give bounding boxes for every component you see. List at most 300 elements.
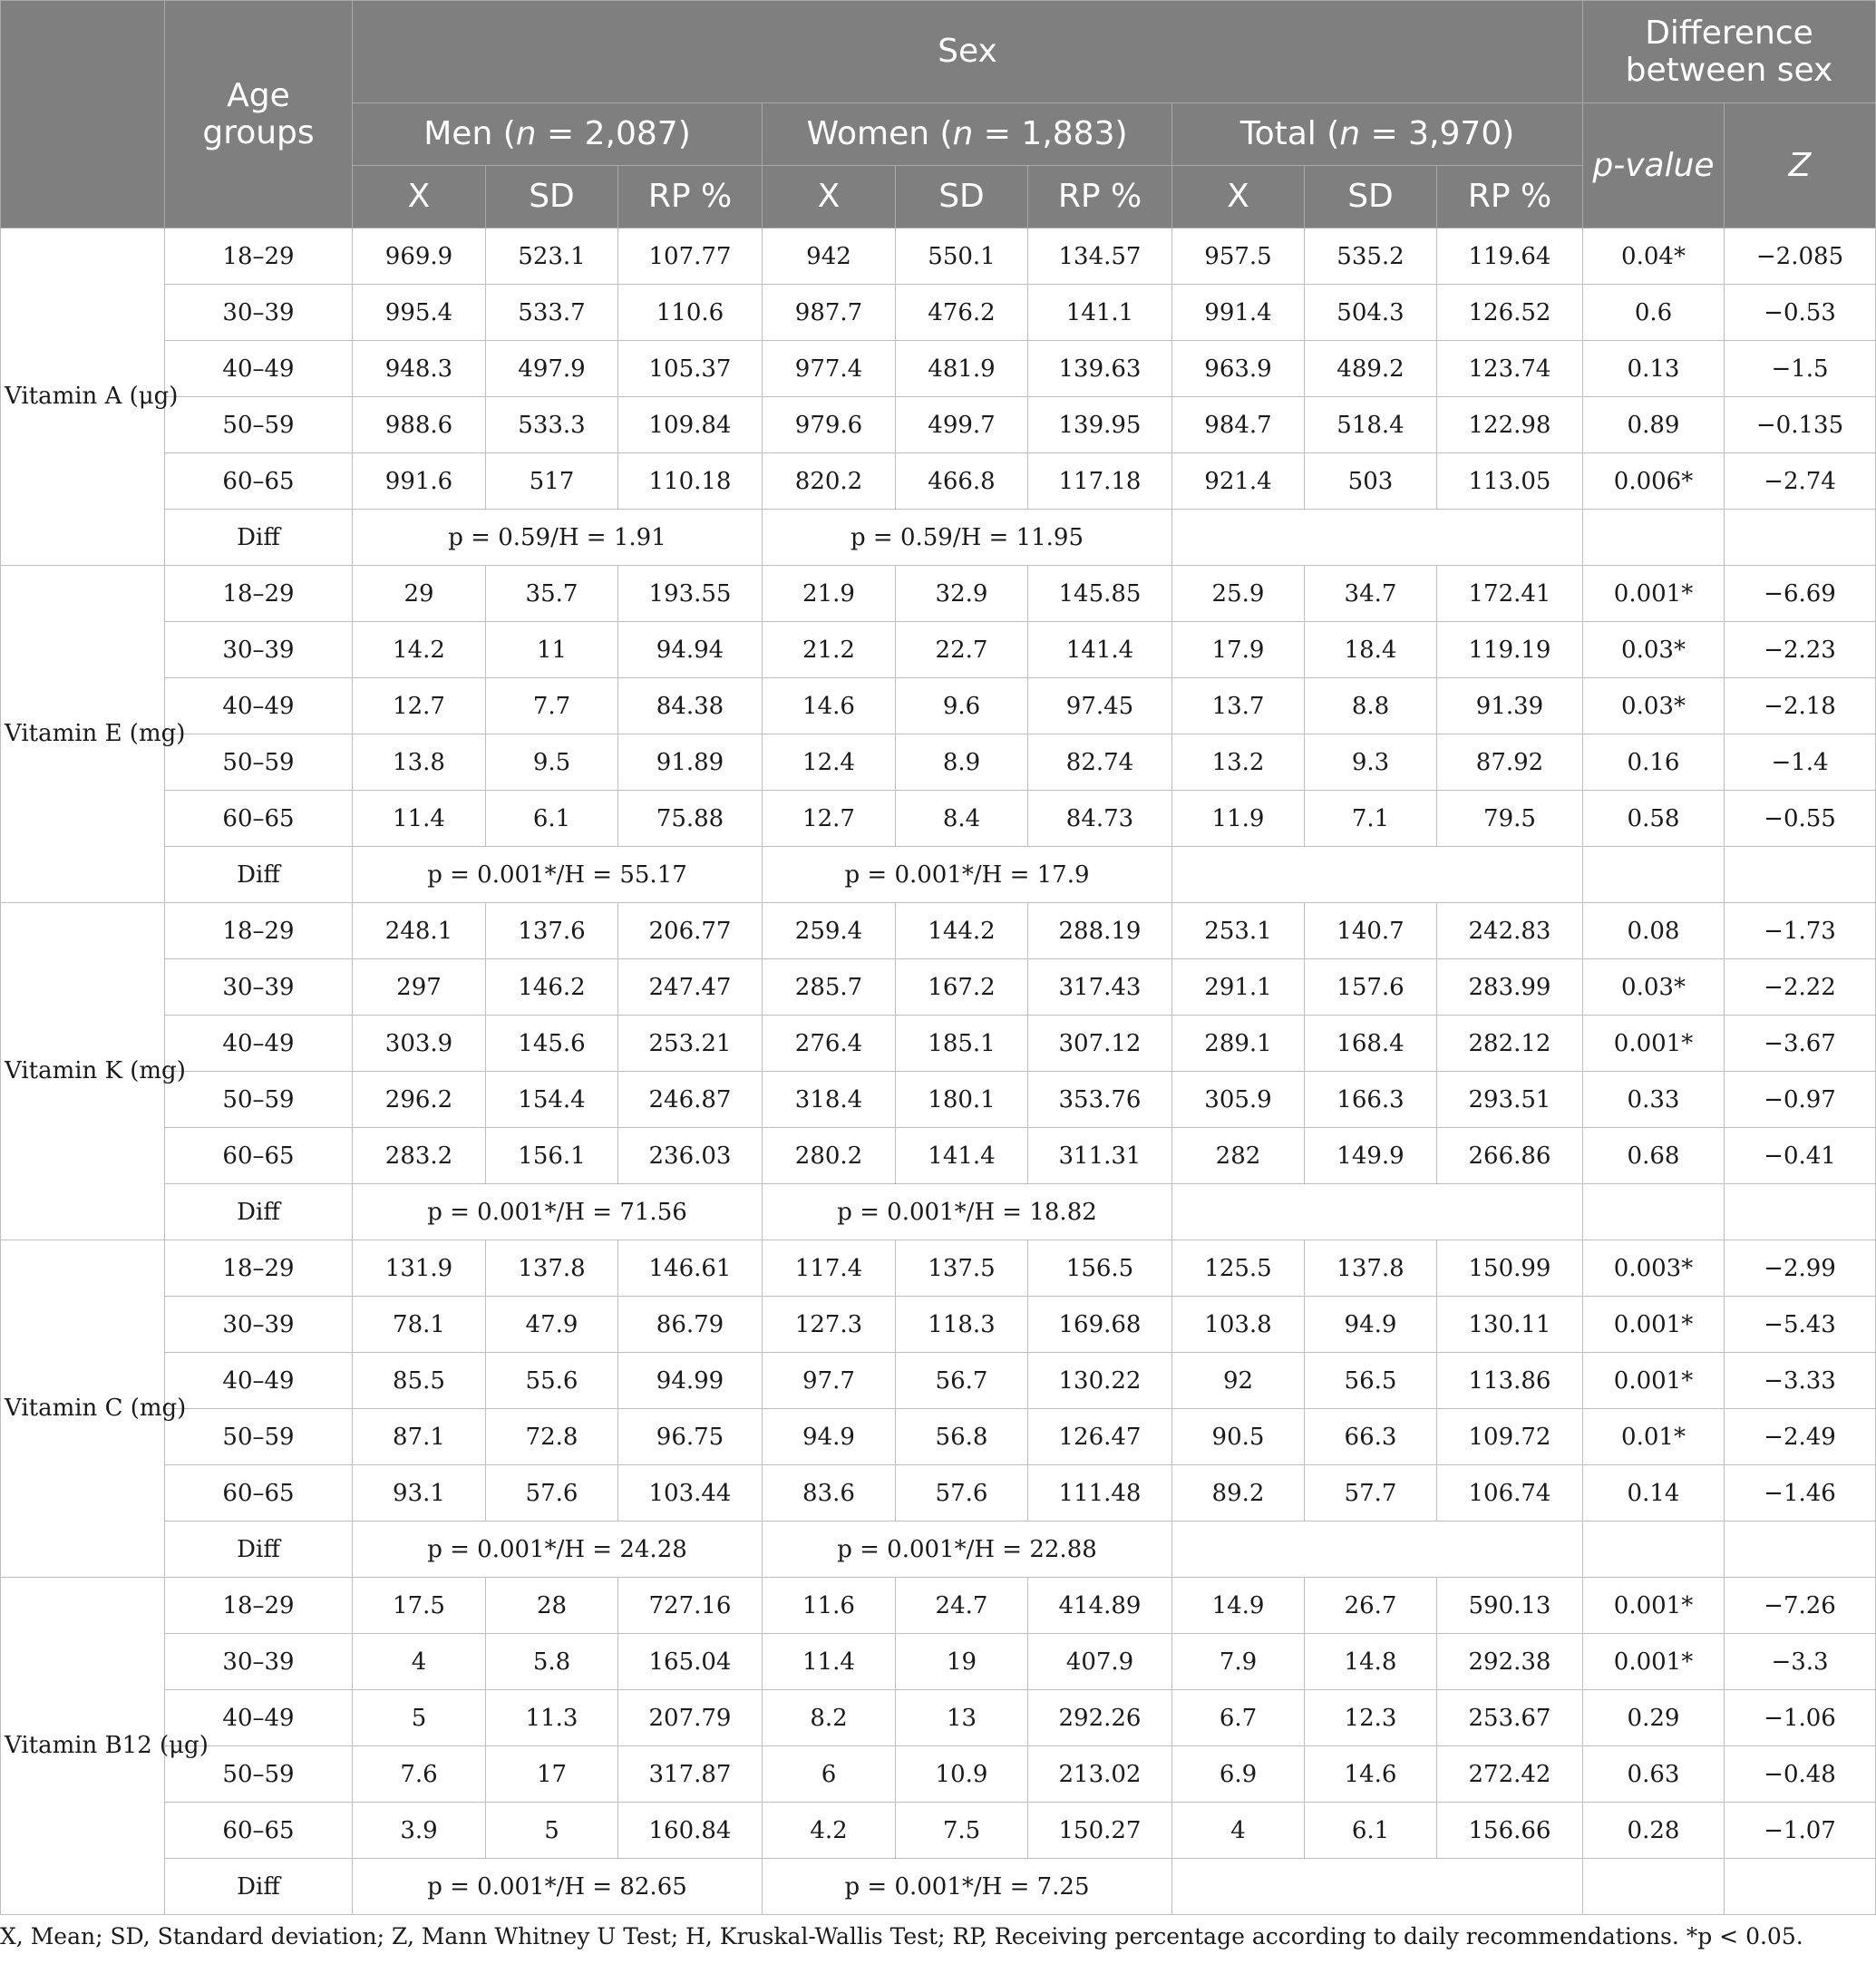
age-group-cell: 60–65 — [165, 453, 353, 510]
cell-women-sd: 185.1 — [896, 1016, 1028, 1072]
header-men-rp: RP % — [618, 166, 763, 228]
cell-total-x: 7.9 — [1172, 1634, 1305, 1690]
cell-total-x: 14.9 — [1172, 1578, 1305, 1634]
header-men: Men (n = 2,087) — [353, 103, 763, 166]
total-diff-empty — [1172, 847, 1583, 903]
cell-men-x: 283.2 — [353, 1128, 486, 1184]
cell-total-sd: 9.3 — [1305, 734, 1437, 791]
table-row — [1, 1409, 1876, 1465]
cell-p: 0.03* — [1583, 622, 1725, 678]
cell-total-sd: 8.8 — [1305, 678, 1437, 734]
table-row — [1, 453, 1876, 510]
men-diff-cell: p = 0.001*/H = 82.65 — [353, 1859, 763, 1915]
cell-p: 0.001* — [1583, 566, 1725, 622]
cell-women-rp: 82.74 — [1028, 734, 1172, 791]
cell-women-rp: 213.02 — [1028, 1746, 1172, 1803]
cell-total-rp: 126.52 — [1437, 285, 1583, 341]
cell-men-rp: 103.44 — [618, 1465, 763, 1522]
cell-men-x: 12.7 — [353, 678, 486, 734]
cell-men-sd: 137.6 — [486, 903, 618, 959]
cell-men-x: 303.9 — [353, 1016, 486, 1072]
cell-total-sd: 503 — [1305, 453, 1437, 510]
table-row — [1, 1690, 1876, 1746]
age-group-cell: 30–39 — [165, 959, 353, 1016]
cell-total-x: 17.9 — [1172, 622, 1305, 678]
cell-z: −0.55 — [1725, 791, 1876, 847]
z-diff-empty — [1725, 1859, 1876, 1915]
age-group-cell: 60–65 — [165, 791, 353, 847]
cell-total-sd: 66.3 — [1305, 1409, 1437, 1465]
cell-men-rp: 146.61 — [618, 1240, 763, 1297]
cell-total-x: 25.9 — [1172, 566, 1305, 622]
z-diff-empty — [1725, 1522, 1876, 1578]
cell-total-x: 921.4 — [1172, 453, 1305, 510]
cell-men-rp: 94.94 — [618, 622, 763, 678]
cell-p: 0.001* — [1583, 1016, 1725, 1072]
cell-total-rp: 172.41 — [1437, 566, 1583, 622]
cell-z: −0.41 — [1725, 1128, 1876, 1184]
cell-p: 0.29 — [1583, 1690, 1725, 1746]
women-diff-cell: p = 0.001*/H = 17.9 — [763, 847, 1172, 903]
cell-z: −0.53 — [1725, 285, 1876, 341]
cell-total-x: 89.2 — [1172, 1465, 1305, 1522]
cell-total-sd: 168.4 — [1305, 1016, 1437, 1072]
cell-women-x: 14.6 — [763, 678, 896, 734]
table-row — [1, 734, 1876, 791]
cell-total-sd: 18.4 — [1305, 622, 1437, 678]
cell-men-x: 17.5 — [353, 1578, 486, 1634]
cell-total-rp: 272.42 — [1437, 1746, 1583, 1803]
cell-women-sd: 141.4 — [896, 1128, 1028, 1184]
cell-p: 0.33 — [1583, 1072, 1725, 1128]
cell-total-sd: 94.9 — [1305, 1297, 1437, 1353]
cell-total-sd: 57.7 — [1305, 1465, 1437, 1522]
cell-total-x: 13.7 — [1172, 678, 1305, 734]
cell-men-rp: 84.38 — [618, 678, 763, 734]
cell-men-x: 995.4 — [353, 285, 486, 341]
men-diff-cell: p = 0.59/H = 1.91 — [353, 510, 763, 566]
cell-men-sd: 11 — [486, 622, 618, 678]
table-row — [1, 397, 1876, 453]
cell-women-rp: 169.68 — [1028, 1297, 1172, 1353]
cell-total-x: 957.5 — [1172, 228, 1305, 285]
header-difference-between-sex: Difference between sex — [1583, 1, 1876, 103]
cell-z: −2.99 — [1725, 1240, 1876, 1297]
cell-women-sd: 57.6 — [896, 1465, 1028, 1522]
cell-total-rp: 119.19 — [1437, 622, 1583, 678]
cell-men-x: 85.5 — [353, 1353, 486, 1409]
cell-women-x: 11.6 — [763, 1578, 896, 1634]
cell-total-sd: 140.7 — [1305, 903, 1437, 959]
cell-men-rp: 246.87 — [618, 1072, 763, 1128]
cell-women-x: 8.2 — [763, 1690, 896, 1746]
cell-women-sd: 180.1 — [896, 1072, 1028, 1128]
cell-total-rp: 150.99 — [1437, 1240, 1583, 1297]
cell-z: −0.135 — [1725, 397, 1876, 453]
cell-total-sd: 157.6 — [1305, 959, 1437, 1016]
cell-p: 0.01* — [1583, 1409, 1725, 1465]
cell-men-x: 14.2 — [353, 622, 486, 678]
cell-p: 0.89 — [1583, 397, 1725, 453]
header-total-sd: SD — [1305, 166, 1437, 228]
cell-women-sd: 9.6 — [896, 678, 1028, 734]
cell-men-rp: 109.84 — [618, 397, 763, 453]
cell-men-rp: 110.18 — [618, 453, 763, 510]
cell-total-sd: 166.3 — [1305, 1072, 1437, 1128]
cell-p: 0.58 — [1583, 791, 1725, 847]
cell-total-sd: 149.9 — [1305, 1128, 1437, 1184]
cell-women-x: 11.4 — [763, 1634, 896, 1690]
cell-z: −2.085 — [1725, 228, 1876, 285]
cell-men-x: 93.1 — [353, 1465, 486, 1522]
cell-men-sd: 137.8 — [486, 1240, 618, 1297]
cell-women-rp: 130.22 — [1028, 1353, 1172, 1409]
cell-z: −1.46 — [1725, 1465, 1876, 1522]
cell-z: −1.4 — [1725, 734, 1876, 791]
p-diff-empty — [1583, 1522, 1725, 1578]
cell-women-x: 820.2 — [763, 453, 896, 510]
cell-total-sd: 489.2 — [1305, 341, 1437, 397]
cell-men-rp: 317.87 — [618, 1746, 763, 1803]
cell-total-rp: 87.92 — [1437, 734, 1583, 791]
cell-women-sd: 32.9 — [896, 566, 1028, 622]
women-diff-cell: p = 0.001*/H = 22.88 — [763, 1522, 1172, 1578]
cell-z: −3.3 — [1725, 1634, 1876, 1690]
age-group-cell: 18–29 — [165, 1578, 353, 1634]
cell-total-x: 103.8 — [1172, 1297, 1305, 1353]
cell-men-x: 87.1 — [353, 1409, 486, 1465]
cell-men-x: 29 — [353, 566, 486, 622]
cell-z: −2.18 — [1725, 678, 1876, 734]
cell-total-x: 90.5 — [1172, 1409, 1305, 1465]
diff-row — [1, 847, 1876, 903]
table-row — [1, 1578, 1876, 1634]
cell-z: −1.06 — [1725, 1690, 1876, 1746]
age-group-cell: 30–39 — [165, 1297, 353, 1353]
cell-women-rp: 288.19 — [1028, 903, 1172, 959]
cell-men-rp: 96.75 — [618, 1409, 763, 1465]
table-row — [1, 622, 1876, 678]
cell-total-rp: 119.64 — [1437, 228, 1583, 285]
cell-total-rp: 79.5 — [1437, 791, 1583, 847]
cell-men-rp: 727.16 — [618, 1578, 763, 1634]
vitamin-name-cell: Vitamin B12 (μg) — [1, 1578, 165, 1915]
header-sex: Sex — [353, 1, 1583, 103]
cell-men-sd: 5.8 — [486, 1634, 618, 1690]
cell-total-rp: 113.86 — [1437, 1353, 1583, 1409]
cell-total-sd: 518.4 — [1305, 397, 1437, 453]
cell-men-sd: 72.8 — [486, 1409, 618, 1465]
cell-p: 0.08 — [1583, 903, 1725, 959]
cell-women-rp: 145.85 — [1028, 566, 1172, 622]
cell-total-sd: 535.2 — [1305, 228, 1437, 285]
cell-total-rp: 130.11 — [1437, 1297, 1583, 1353]
cell-men-x: 991.6 — [353, 453, 486, 510]
cell-women-x: 83.6 — [763, 1465, 896, 1522]
header-z: Z — [1725, 103, 1876, 228]
cell-p: 0.6 — [1583, 285, 1725, 341]
cell-z: −2.23 — [1725, 622, 1876, 678]
cell-women-sd: 19 — [896, 1634, 1028, 1690]
cell-women-rp: 156.5 — [1028, 1240, 1172, 1297]
cell-total-rp: 253.67 — [1437, 1690, 1583, 1746]
table-row — [1, 1072, 1876, 1128]
cell-total-rp: 282.12 — [1437, 1016, 1583, 1072]
age-group-cell: 60–65 — [165, 1465, 353, 1522]
women-diff-cell: p = 0.001*/H = 7.25 — [763, 1859, 1172, 1915]
cell-total-sd: 137.8 — [1305, 1240, 1437, 1297]
cell-total-x: 282 — [1172, 1128, 1305, 1184]
cell-men-sd: 523.1 — [486, 228, 618, 285]
cell-p: 0.03* — [1583, 959, 1725, 1016]
cell-men-sd: 6.1 — [486, 791, 618, 847]
vitamin-name-cell: Vitamin A (μg) — [1, 228, 165, 566]
cell-total-rp: 91.39 — [1437, 678, 1583, 734]
cell-women-sd: 56.7 — [896, 1353, 1028, 1409]
cell-p: 0.16 — [1583, 734, 1725, 791]
cell-total-rp: 292.38 — [1437, 1634, 1583, 1690]
cell-total-rp: 293.51 — [1437, 1072, 1583, 1128]
cell-men-x: 969.9 — [353, 228, 486, 285]
cell-total-sd: 6.1 — [1305, 1803, 1437, 1859]
cell-total-sd: 34.7 — [1305, 566, 1437, 622]
cell-women-x: 12.4 — [763, 734, 896, 791]
cell-women-sd: 24.7 — [896, 1578, 1028, 1634]
cell-men-sd: 156.1 — [486, 1128, 618, 1184]
cell-men-sd: 47.9 — [486, 1297, 618, 1353]
cell-total-x: 6.9 — [1172, 1746, 1305, 1803]
cell-total-rp: 122.98 — [1437, 397, 1583, 453]
cell-women-rp: 111.48 — [1028, 1465, 1172, 1522]
age-group-cell: 18–29 — [165, 566, 353, 622]
cell-p: 0.28 — [1583, 1803, 1725, 1859]
cell-women-x: 127.3 — [763, 1297, 896, 1353]
cell-total-sd: 14.8 — [1305, 1634, 1437, 1690]
age-group-cell: 50–59 — [165, 1409, 353, 1465]
p-diff-empty — [1583, 510, 1725, 566]
cell-total-rp: 242.83 — [1437, 903, 1583, 959]
cell-total-rp: 123.74 — [1437, 341, 1583, 397]
cell-men-rp: 165.04 — [618, 1634, 763, 1690]
cell-z: −2.49 — [1725, 1409, 1876, 1465]
age-group-cell: 60–65 — [165, 1803, 353, 1859]
cell-women-rp: 84.73 — [1028, 791, 1172, 847]
table-row — [1, 1128, 1876, 1184]
cell-total-rp: 106.74 — [1437, 1465, 1583, 1522]
table-row — [1, 566, 1876, 622]
diff-label: Diff — [165, 510, 353, 566]
cell-p: 0.006* — [1583, 453, 1725, 510]
cell-women-x: 987.7 — [763, 285, 896, 341]
cell-women-rp: 317.43 — [1028, 959, 1172, 1016]
cell-men-x: 297 — [353, 959, 486, 1016]
cell-women-rp: 141.1 — [1028, 285, 1172, 341]
cell-z: −3.67 — [1725, 1016, 1876, 1072]
cell-men-sd: 11.3 — [486, 1690, 618, 1746]
cell-women-sd: 22.7 — [896, 622, 1028, 678]
cell-men-rp: 110.6 — [618, 285, 763, 341]
header-women-x: X — [763, 166, 896, 228]
cell-women-sd: 550.1 — [896, 228, 1028, 285]
cell-men-rp: 236.03 — [618, 1128, 763, 1184]
diff-label: Diff — [165, 1184, 353, 1240]
cell-p: 0.68 — [1583, 1128, 1725, 1184]
age-group-cell: 50–59 — [165, 1072, 353, 1128]
cell-p: 0.14 — [1583, 1465, 1725, 1522]
cell-women-x: 318.4 — [763, 1072, 896, 1128]
table-row — [1, 791, 1876, 847]
cell-total-sd: 7.1 — [1305, 791, 1437, 847]
age-group-cell: 30–39 — [165, 622, 353, 678]
total-diff-empty — [1172, 1184, 1583, 1240]
cell-women-rp: 126.47 — [1028, 1409, 1172, 1465]
cell-women-rp: 97.45 — [1028, 678, 1172, 734]
cell-women-x: 276.4 — [763, 1016, 896, 1072]
cell-men-x: 78.1 — [353, 1297, 486, 1353]
cell-total-x: 991.4 — [1172, 285, 1305, 341]
cell-total-rp: 590.13 — [1437, 1578, 1583, 1634]
cell-women-rp: 407.9 — [1028, 1634, 1172, 1690]
cell-women-sd: 13 — [896, 1690, 1028, 1746]
cell-men-x: 248.1 — [353, 903, 486, 959]
cell-men-sd: 154.4 — [486, 1072, 618, 1128]
vitamin-name-cell: Vitamin C (mg) — [1, 1240, 165, 1578]
cell-women-sd: 10.9 — [896, 1746, 1028, 1803]
cell-women-x: 117.4 — [763, 1240, 896, 1297]
cell-women-rp: 307.12 — [1028, 1016, 1172, 1072]
cell-women-rp: 150.27 — [1028, 1803, 1172, 1859]
p-diff-empty — [1583, 1859, 1725, 1915]
cell-women-x: 285.7 — [763, 959, 896, 1016]
cell-men-sd: 57.6 — [486, 1465, 618, 1522]
cell-p: 0.001* — [1583, 1353, 1725, 1409]
header-men-sd: SD — [486, 166, 618, 228]
table-row — [1, 285, 1876, 341]
cell-men-rp: 107.77 — [618, 228, 763, 285]
cell-women-x: 97.7 — [763, 1353, 896, 1409]
men-diff-cell: p = 0.001*/H = 24.28 — [353, 1522, 763, 1578]
cell-total-x: 6.7 — [1172, 1690, 1305, 1746]
cell-total-x: 92 — [1172, 1353, 1305, 1409]
table-row — [1, 1016, 1876, 1072]
cell-p: 0.13 — [1583, 341, 1725, 397]
cell-men-rp: 105.37 — [618, 341, 763, 397]
vitamin-name-cell: Vitamin E (mg) — [1, 566, 165, 903]
cell-z: −1.73 — [1725, 903, 1876, 959]
cell-women-sd: 499.7 — [896, 397, 1028, 453]
cell-men-sd: 28 — [486, 1578, 618, 1634]
cell-men-x: 296.2 — [353, 1072, 486, 1128]
cell-men-rp: 94.99 — [618, 1353, 763, 1409]
cell-total-x: 291.1 — [1172, 959, 1305, 1016]
cell-women-sd: 7.5 — [896, 1803, 1028, 1859]
p-diff-empty — [1583, 847, 1725, 903]
cell-total-sd: 26.7 — [1305, 1578, 1437, 1634]
cell-women-x: 94.9 — [763, 1409, 896, 1465]
header-total: Total (n = 3,970) — [1172, 103, 1583, 166]
table-row — [1, 1465, 1876, 1522]
cell-women-x: 979.6 — [763, 397, 896, 453]
cell-women-x: 280.2 — [763, 1128, 896, 1184]
cell-total-sd: 14.6 — [1305, 1746, 1437, 1803]
cell-women-rp: 139.63 — [1028, 341, 1172, 397]
diff-label: Diff — [165, 847, 353, 903]
cell-men-sd: 5 — [486, 1803, 618, 1859]
table-row — [1, 1240, 1876, 1297]
cell-women-x: 259.4 — [763, 903, 896, 959]
age-group-cell: 30–39 — [165, 285, 353, 341]
cell-men-rp: 253.21 — [618, 1016, 763, 1072]
cell-women-x: 21.2 — [763, 622, 896, 678]
women-diff-cell: p = 0.59/H = 11.95 — [763, 510, 1172, 566]
cell-p: 0.001* — [1583, 1634, 1725, 1690]
age-group-cell: 30–39 — [165, 1634, 353, 1690]
header-age-groups: Age groups — [165, 1, 353, 228]
cell-men-rp: 247.47 — [618, 959, 763, 1016]
cell-p: 0.03* — [1583, 678, 1725, 734]
cell-men-sd: 9.5 — [486, 734, 618, 791]
diff-row — [1, 1184, 1876, 1240]
age-group-cell: 18–29 — [165, 1240, 353, 1297]
age-group-cell: 50–59 — [165, 734, 353, 791]
cell-total-x: 13.2 — [1172, 734, 1305, 791]
cell-men-x: 13.8 — [353, 734, 486, 791]
age-group-cell: 40–49 — [165, 1353, 353, 1409]
age-group-cell: 50–59 — [165, 1746, 353, 1803]
age-group-cell: 60–65 — [165, 1128, 353, 1184]
age-group-cell: 18–29 — [165, 903, 353, 959]
cell-men-sd: 533.3 — [486, 397, 618, 453]
cell-men-x: 3.9 — [353, 1803, 486, 1859]
cell-men-rp: 207.79 — [618, 1690, 763, 1746]
cell-women-x: 977.4 — [763, 341, 896, 397]
diff-label: Diff — [165, 1859, 353, 1915]
cell-total-x: 963.9 — [1172, 341, 1305, 397]
men-diff-cell: p = 0.001*/H = 55.17 — [353, 847, 763, 903]
cell-men-x: 11.4 — [353, 791, 486, 847]
cell-men-rp: 91.89 — [618, 734, 763, 791]
cell-men-sd: 146.2 — [486, 959, 618, 1016]
cell-women-rp: 414.89 — [1028, 1578, 1172, 1634]
cell-z: −6.69 — [1725, 566, 1876, 622]
diff-row — [1, 1522, 1876, 1578]
cell-women-rp: 292.26 — [1028, 1690, 1172, 1746]
cell-p: 0.001* — [1583, 1297, 1725, 1353]
cell-p: 0.001* — [1583, 1578, 1725, 1634]
cell-women-sd: 144.2 — [896, 903, 1028, 959]
table-row — [1, 228, 1876, 285]
header-women-rp: RP % — [1028, 166, 1172, 228]
cell-women-x: 21.9 — [763, 566, 896, 622]
table-header — [1, 1, 1876, 228]
z-diff-empty — [1725, 510, 1876, 566]
age-group-cell: 40–49 — [165, 1016, 353, 1072]
cell-total-sd: 504.3 — [1305, 285, 1437, 341]
cell-men-sd: 35.7 — [486, 566, 618, 622]
header-vitamin-blank — [1, 1, 165, 228]
age-group-cell: 40–49 — [165, 1690, 353, 1746]
cell-total-x: 11.9 — [1172, 791, 1305, 847]
diff-row — [1, 510, 1876, 566]
cell-women-rp: 141.4 — [1028, 622, 1172, 678]
z-diff-empty — [1725, 847, 1876, 903]
cell-men-sd: 17 — [486, 1746, 618, 1803]
cell-women-sd: 466.8 — [896, 453, 1028, 510]
total-diff-empty — [1172, 1522, 1583, 1578]
header-total-x: X — [1172, 166, 1305, 228]
age-group-cell: 18–29 — [165, 228, 353, 285]
table-row — [1, 959, 1876, 1016]
